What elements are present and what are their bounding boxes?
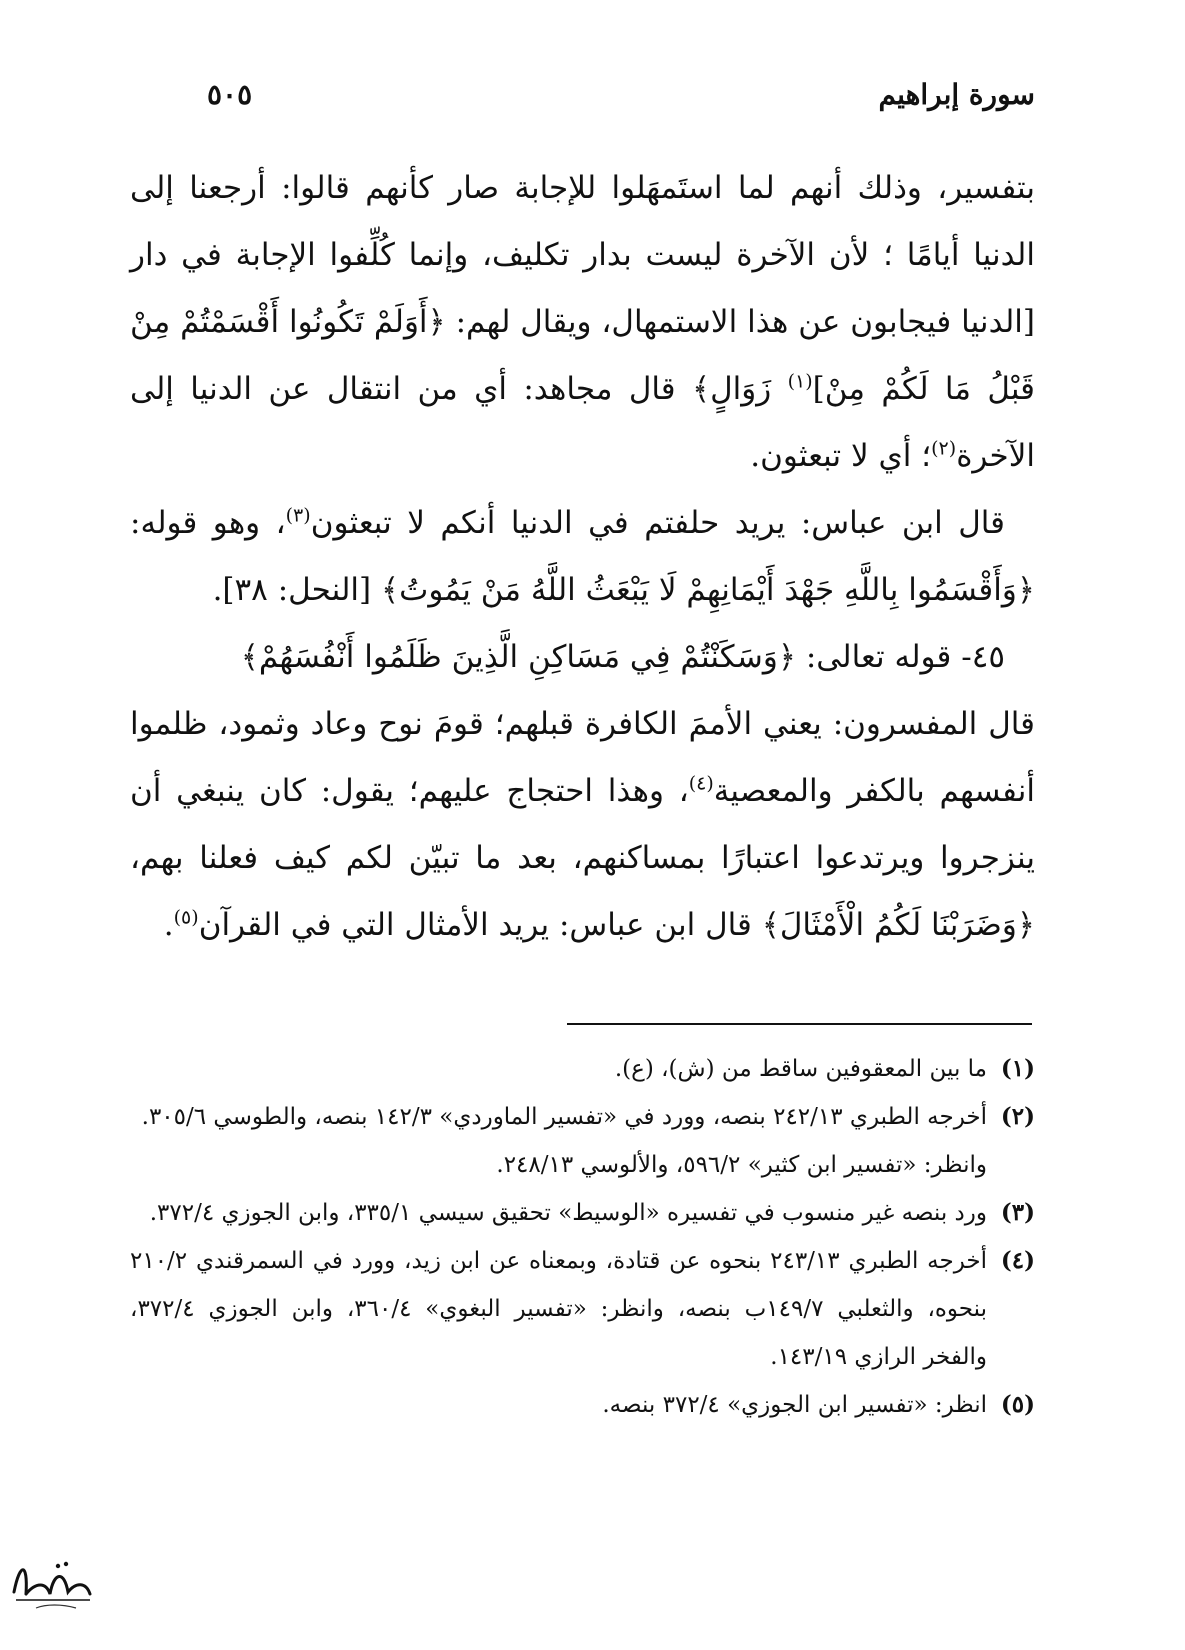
paragraph-4: [130, 691, 1035, 959]
footnote-number: (٣): [1000, 1199, 1035, 1226]
footnote-ref-1: (١): [787, 370, 813, 393]
footnote-divider: [567, 1023, 1032, 1025]
page-number: ٥٠٥: [207, 78, 253, 111]
footnote-1: [130, 1045, 1035, 1093]
footnote-text: ما بين المعقوفين ساقط من (ش)، (ع).: [614, 1056, 987, 1082]
footnote-text: أخرجه الطبري ٢٤٣/١٣ بنحوه عن قتادة، وبمعناه عن ابن زيد، وورد في السمرقندي ٢١٠/٢ بنحوه، والثعلبي ١٤٩/٧ب بنصه، وانظر: «تفسير البغوي» ٣٦٠/٤، وابن الجوزي ٣٧٢/٤، والفخر الرازي ١٤٣/١٩.: [130, 1248, 988, 1370]
paragraph-3: [130, 624, 1035, 691]
footnote-5: [130, 1381, 1035, 1429]
footnote-text: انظر: «تفسير ابن الجوزي» ٣٧٢/٤ بنصه.: [602, 1392, 987, 1418]
paragraph-1: [130, 155, 1035, 490]
footnote-number: (٤): [1000, 1247, 1035, 1274]
paragraph-4-text-b: ، وهذا احتجاج عليهم؛ يقول: كان ينبغي أن ينزجروا ويرتدعوا اعتبارًا بمساكنهم، بعد ما تبيّن لكم كيف فعلنا بهم، ﴿وَضَرَبْنَا لَكُمُ الْأَمْثَالَ﴾ قال ابن عباس: يريد الأمثال التي في القرآن: [130, 773, 1035, 943]
footnote-number: (٥): [1000, 1391, 1035, 1418]
footnote-number: (١): [1000, 1055, 1035, 1082]
footnote-4: [130, 1237, 1035, 1381]
footnote-2-continuation: وانظر: «تفسير ابن كثير» ٥٩٦/٢، والألوسي ٢٤٨/١٣.: [496, 1152, 987, 1178]
verse-heading-45: ٤٥- قوله تعالى: ﴿وَسَكَنْتُمْ فِي مَسَاكِنِ الَّذِينَ ظَلَمُوا أَنْفُسَهُمْ﴾: [240, 639, 1005, 675]
footnote-3: [130, 1189, 1035, 1237]
publisher-logo-icon: [6, 1552, 96, 1622]
footnote-number: (٢): [1000, 1103, 1035, 1130]
running-header: [185, 78, 1035, 128]
footnote-ref-3: (٣): [285, 504, 311, 527]
footnote-ref-4: (٤): [688, 772, 714, 795]
footnote-2: [130, 1093, 1035, 1141]
paragraph-1-text-a: بتفسير، وذلك أنهم لما استَمهَلوا للإجابة صار كأنهم قالوا: أرجعنا إلى الدنيا أيامًا ؛ لأن الآخرة ليست بدار تكليف، وإنما كُلِّفوا الإجابة في دار [الدنيا فيجابون عن هذا الاستمهال، ويقال لهم: ﴿أَوَلَمْ تَكُونُوا أَقْسَمْتُمْ مِنْ قَبْلُ مَا لَكُمْ مِنْ]: [130, 170, 1035, 407]
paragraph-4-text-c: .: [163, 907, 174, 943]
footnote-ref-2: (٢): [931, 437, 957, 460]
paragraph-1-text-c: ؛ أي لا تبعثون.: [750, 438, 932, 474]
paragraph-2-text-b: ، وهو قوله: ﴿وَأَقْسَمُوا بِاللَّهِ جَهْدَ أَيْمَانِهِمْ لَا يَبْعَثُ اللَّهُ مَنْ يَمُوتُ﴾ [النحل: ٣٨].: [130, 505, 1035, 608]
footnote-text: ورد بنصه غير منسوب في تفسيره «الوسيط» تحقيق سيسي ٣٣٥/١، وابن الجوزي ٣٧٢/٤.: [149, 1200, 987, 1226]
paragraph-2: [130, 490, 1035, 624]
footnote-text: أخرجه الطبري ٢٤٢/١٣ بنصه، وورد في «تفسير الماوردي» ١٤٢/٣ بنصه، والطوسي ٣٠٥/٦.: [141, 1104, 987, 1130]
paragraph-4-text-a: قال المفسرون: يعني الأممَ الكافرة قبلهم؛ قومَ نوح وعاد وثمود، ظلموا أنفسهم بالكفر والمعصية: [130, 706, 1035, 809]
paragraph-1-text-b: زَوَالٍ﴾ قال مجاهد: أي من انتقال عن الدنيا إلى الآخرة: [130, 371, 1035, 474]
paragraph-2-text-a: قال ابن عباس: يريد حلفتم في الدنيا أنكم لا تبعثون: [310, 505, 1006, 541]
footnotes: [130, 1045, 1035, 1429]
footnote-ref-5: (٥): [173, 906, 199, 929]
surah-title: سورة إبراهيم: [878, 78, 1035, 111]
main-text: [130, 155, 1035, 959]
